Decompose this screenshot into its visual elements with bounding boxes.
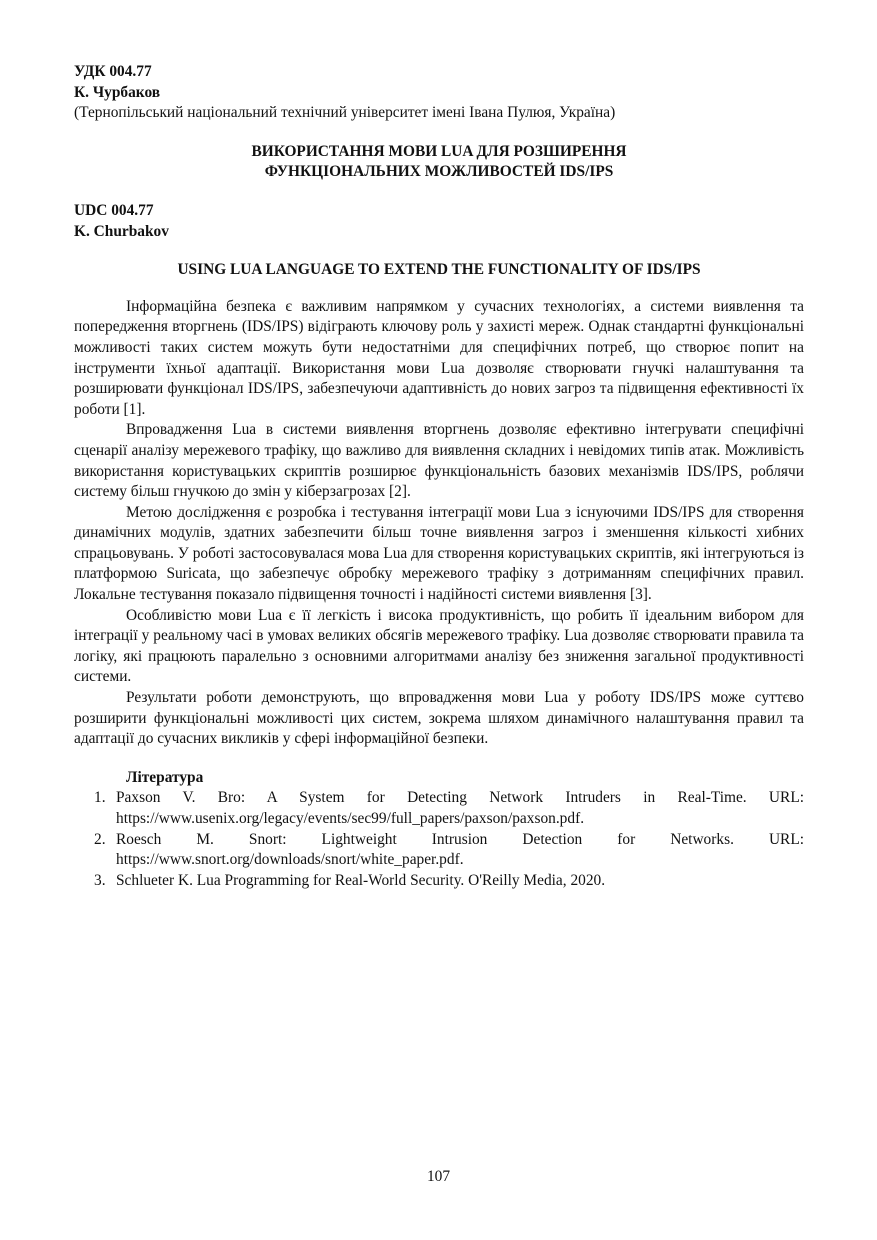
reference-number: 3. — [94, 871, 106, 889]
reference-item — [94, 830, 804, 871]
udc-uk: УДК 004.77 — [74, 63, 152, 80]
reference-item — [94, 871, 804, 892]
literature-heading: Література — [126, 768, 204, 786]
title-en: USING LUA LANGUAGE TO EXTEND THE FUNCTIONALITY OF IDS/IPS — [177, 261, 701, 279]
udc-en: UDC 004.77 — [74, 201, 154, 219]
body-paragraph-1: Інформаційна безпека є важливим напрямком у сучасних технологіях, а системи виявлення та попередження вторгнень (IDS/IPS) відіграють ключову роль у захисті мереж. Однак стандартні функціональні можливості таких систем можуть бути недостатніми для специфічних потреб, що створює попит на інструменти їхньої адаптації. Використання мови Lua дозволяє створювати гнучкі налаштування та розширювати функціонал IDS/IPS, забезпечуючи адаптивність до нових загроз та підвищення ефективності їх роботи [1]. — [74, 297, 804, 418]
author-en: K. Churbakov — [74, 222, 169, 240]
title-uk — [74, 142, 804, 183]
header-en — [74, 201, 804, 242]
reference-number: 2. — [94, 830, 106, 848]
title-uk-line-2: ФУНКЦІОНАЛЬНИХ МОЖЛИВОСТЕЙ IDS/IPS — [264, 163, 614, 181]
author-uk: К. Чурбаков — [74, 83, 161, 101]
reference-list — [74, 788, 804, 891]
reference-text: Roesch M. Snort: Lightweight Intrusion Detection for Networks. URL: https://www.snort.org/downloads/snort/white_paper.pdf. — [116, 830, 804, 869]
reference-text: Schlueter K. Lua Programming for Real-World Security. O'Reilly Media, 2020. — [116, 871, 606, 889]
reference-number: 1. — [94, 789, 106, 807]
body-paragraph-3: Метою дослідження є розробка і тестування інтеграції мови Lua з існуючими IDS/IPS для створення динамічних модулів, здатних забезпечити більш точне виявлення загроз і зменшення кількості хибних спрацьовувань. У роботі застосовувалася мова Lua для створення користувацьких скриптів, які інтегруються із платформою Suricata, що забезпечує обробку мережевого трафіку з дотриманням специфічних правил. Локальне тестування показало підвищення точності і надійності системи виявлення [3]. — [74, 503, 804, 604]
header-uk — [74, 62, 804, 124]
body-paragraph-5: Результати роботи демонструють, що впровадження мови Lua у роботу IDS/IPS може суттєво розширити функціональні можливості цих систем, зокрема шляхом динамічного налаштування правил та адаптації до сучасних викликів у сфері інформаційної безпеки. — [74, 689, 804, 748]
paper-page — [74, 62, 804, 891]
page-number: 107 — [426, 1168, 451, 1185]
body-paragraph-4: Особливістю мови Lua є її легкість і висока продуктивність, що робить її ідеальним вибором для інтеграції у реальному часі в умовах великих обсягів мережевого трафіку. Lua дозволяє створювати правила та логіку, які працюють паралельно з основними алгоритмами аналізу без зниження загальної продуктивності системи. — [74, 606, 804, 686]
body-paragraph-2: Впровадження Lua в системи виявлення вторгнень дозволяє ефективно інтегрувати специфічні сценарії аналізу мережевого трафіку, що важливо для виявлення складних і невідомих типів атак. Можливість використання користувацьких скриптів розширює функціональність базових механізмів IDS/IPS, роблячи систему більш гнучкою до змін у кіберзагрозах [2]. — [74, 421, 804, 501]
title-uk-line-1: ВИКОРИСТАННЯ МОВИ LUA ДЛЯ РОЗШИРЕННЯ — [251, 142, 627, 160]
reference-item — [94, 788, 804, 829]
abstract-body — [74, 297, 804, 750]
reference-text: Paxson V. Bro: A System for Detecting Network Intruders in Real-Time. URL: https://www.usenix.org/legacy/events/sec99/full_papers/paxson/paxson.pdf. — [116, 789, 804, 827]
affiliation-uk: (Тернопільський національний технічний університет імені Івана Пулюя, Україна) — [74, 104, 616, 122]
